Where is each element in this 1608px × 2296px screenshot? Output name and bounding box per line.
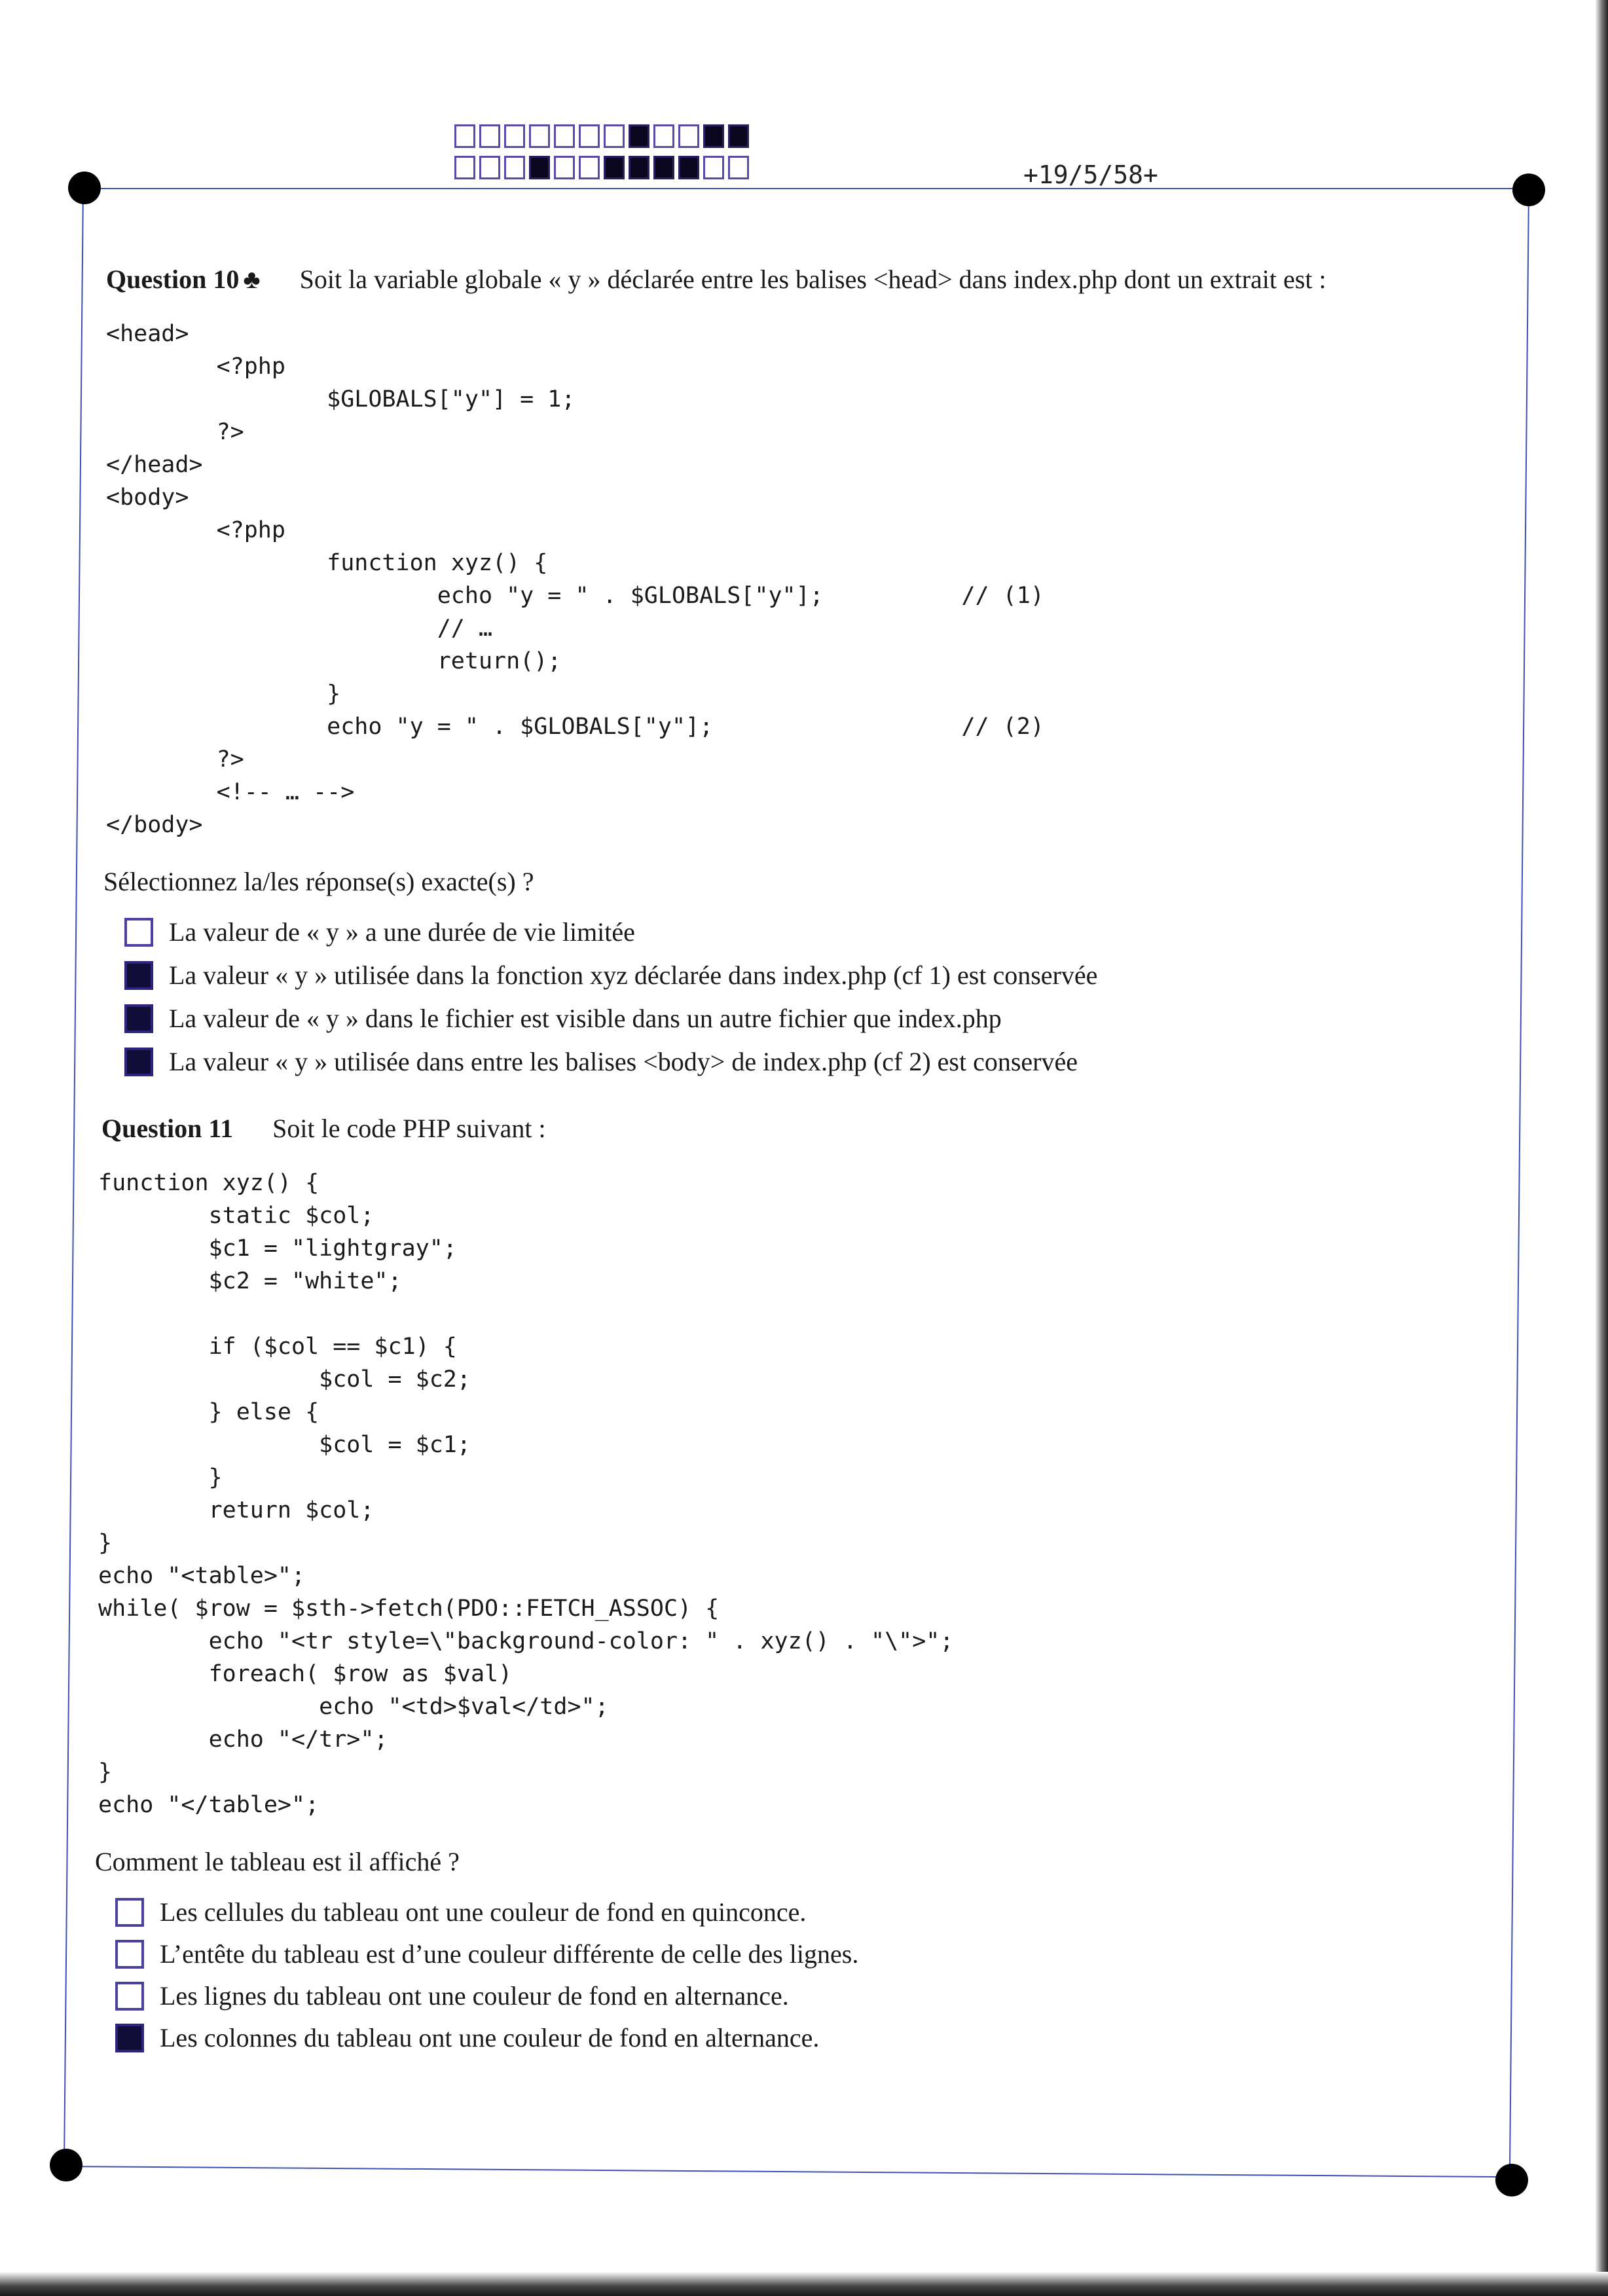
- question-11-label: Question 11: [101, 1114, 234, 1143]
- barcode-box: [554, 124, 575, 148]
- barcode-box: [479, 124, 500, 148]
- barcode-box: [604, 124, 625, 148]
- barcode-box: [629, 156, 649, 179]
- barcode-box: [504, 124, 525, 148]
- checkbox[interactable]: [115, 1940, 144, 1969]
- frame-right: [1509, 190, 1529, 2180]
- barcode-box: [554, 156, 575, 179]
- choice-q11-3[interactable]: [115, 1980, 789, 2011]
- barcode-box: [454, 124, 475, 148]
- barcode-row-1: [454, 124, 749, 148]
- choice-q11-2[interactable]: [115, 1939, 858, 1969]
- choice-label: Les lignes du tableau ont une couleur de fond en alternance.: [160, 1981, 789, 2011]
- checkbox[interactable]: [124, 1048, 153, 1076]
- page-id: +19/5/58+: [1023, 160, 1158, 189]
- checkbox[interactable]: [124, 918, 153, 947]
- choice-label: La valeur « y » utilisée dans entre les balises <body> de index.php (cf 2) est conservée: [169, 1047, 1078, 1076]
- barcode-box: [454, 156, 475, 179]
- barcode-box: [479, 156, 500, 179]
- choice-q11-1[interactable]: [115, 1897, 806, 1927]
- checkbox[interactable]: [115, 2024, 144, 2052]
- question-11-code: function xyz() { static $col; $c1 = "lightgray"; $c2 = "white"; if ($col == $c1) { $col = $c2; } else { $col = $c1; } return $col; } echo "<table>"; while( $row = $sth->fetch(PDO::FETCH_ASSOC) { echo "<tr style=\"background-color: " . xyz() . "\">"; foreach( $row as $val) echo "<td>$val</td>"; echo "</tr>"; } echo "</table>";: [98, 1170, 954, 1818]
- choice-q11-4[interactable]: [115, 2022, 819, 2053]
- corner-mark-bottom-right: [1495, 2164, 1528, 2196]
- choice-label: Les colonnes du tableau ont une couleur de fond en alternance.: [160, 2023, 820, 2052]
- barcode-box: [604, 156, 625, 179]
- question-10-text: Soit la variable globale « y » déclarée entre les balises <head> dans index.php dont un extrait est :: [299, 264, 1326, 294]
- barcode-box: [678, 124, 699, 148]
- barcode-box: [703, 124, 724, 148]
- choice-label: La valeur « y » utilisée dans la fonction xyz déclarée dans index.php (cf 1) est conservée: [169, 960, 1098, 990]
- scan-edge-right: [1595, 0, 1608, 2296]
- frame-top: [84, 188, 1528, 189]
- question-11-text: Soit le code PHP suivant :: [272, 1114, 546, 1143]
- barcode-box: [678, 156, 699, 179]
- frame-left: [64, 188, 84, 2165]
- choice-q10-2[interactable]: [124, 960, 1097, 991]
- scan-edge-bottom: [0, 2272, 1608, 2296]
- barcode-box: [579, 156, 600, 179]
- question-10-code: <head> <?php $GLOBALS["y"] = 1; ?> </head> <body> <?php function xyz() { echo "y = " . $GLOBALS["y"]; // (1) // … return(); } echo "y = " . $GLOBALS["y"]; // (2) ?> <!-- … --> </body>: [106, 321, 1044, 838]
- barcode-box: [653, 156, 674, 179]
- barcode-row-2: [454, 156, 749, 179]
- barcode-box: [529, 124, 550, 148]
- frame-bottom: [64, 2166, 1514, 2178]
- question-10-label: Question 10: [106, 264, 240, 294]
- barcode-box: [728, 156, 749, 179]
- question-11-header: [101, 1113, 546, 1144]
- checkbox[interactable]: [124, 961, 153, 990]
- choice-q10-1[interactable]: [124, 917, 635, 947]
- choice-q10-3[interactable]: [124, 1003, 1002, 1034]
- club-icon: ♣: [243, 264, 261, 294]
- question-10-header: [106, 264, 1326, 295]
- question-10-prompt: Sélectionnez la/les réponse(s) exacte(s) ?: [103, 867, 534, 896]
- barcode-box: [728, 124, 749, 148]
- question-11-prompt: Comment le tableau est il affiché ?: [95, 1847, 460, 1876]
- choice-q10-4[interactable]: [124, 1046, 1078, 1077]
- barcode-box: [653, 124, 674, 148]
- barcode-box: [703, 156, 724, 179]
- checkbox[interactable]: [124, 1004, 153, 1033]
- barcode-box: [529, 156, 550, 179]
- choice-label: La valeur de « y » a une durée de vie limitée: [169, 917, 635, 947]
- checkbox[interactable]: [115, 1898, 144, 1927]
- barcode-box: [579, 124, 600, 148]
- corner-mark-top-left: [68, 172, 101, 204]
- checkbox[interactable]: [115, 1982, 144, 2011]
- barcode-box: [504, 156, 525, 179]
- choice-label: La valeur de « y » dans le fichier est visible dans un autre fichier que index.php: [169, 1004, 1002, 1033]
- choice-label: Les cellules du tableau ont une couleur de fond en quinconce.: [160, 1897, 807, 1927]
- corner-mark-bottom-left: [50, 2149, 82, 2181]
- corner-mark-top-right: [1512, 173, 1545, 206]
- choice-label: L’entête du tableau est d’une couleur différente de celle des lignes.: [160, 1939, 859, 1969]
- barcode-box: [629, 124, 649, 148]
